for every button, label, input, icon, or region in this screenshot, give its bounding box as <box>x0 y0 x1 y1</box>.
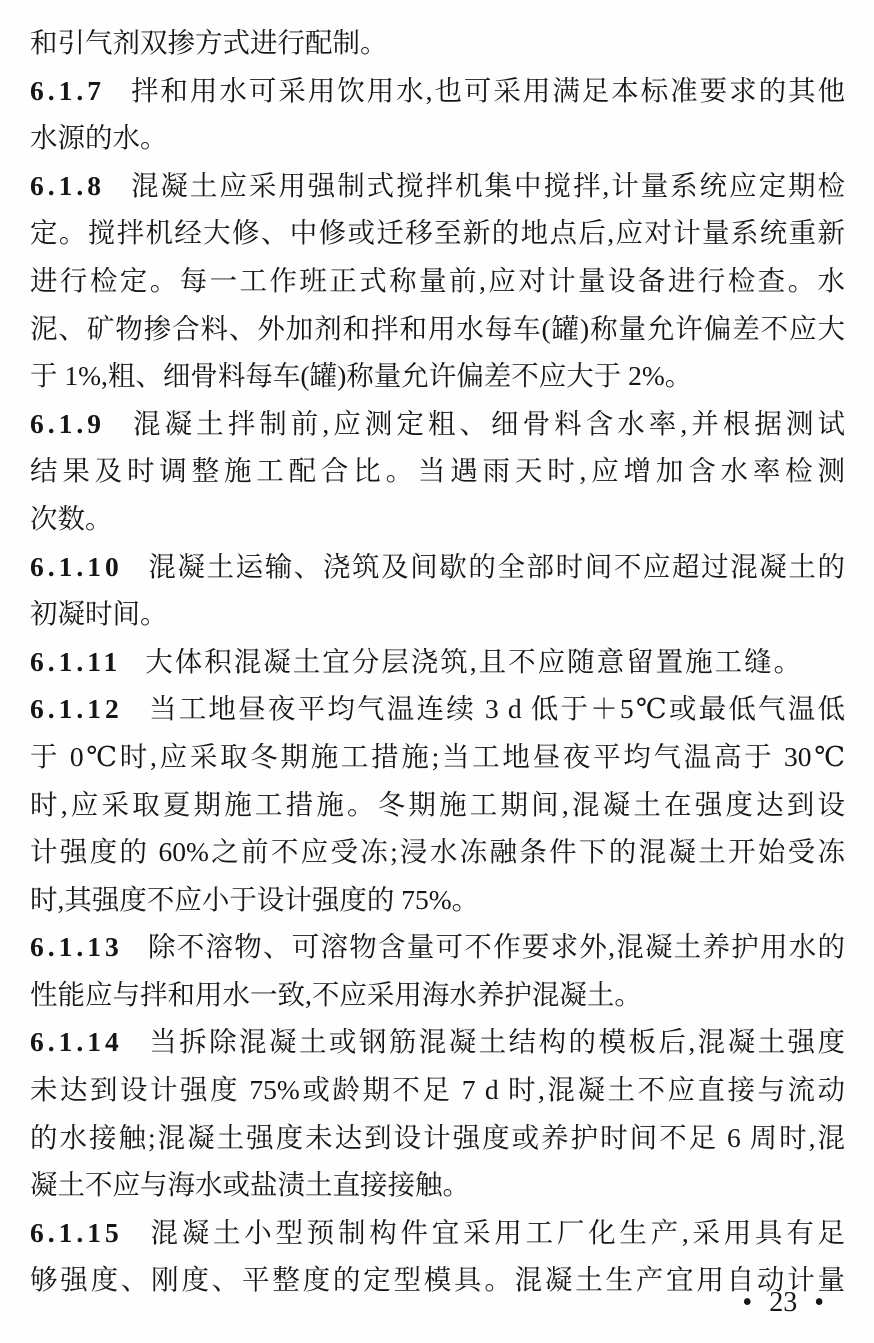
text-line <box>30 876 845 924</box>
clause-text: 混凝土应采用强制式搅拌机集中搅拌,计量系统应定期检 <box>129 169 845 201</box>
clause-text: 计强度的 60%之前不应受冻;浸水冻融条件下的混凝土开始受冻 <box>30 836 845 868</box>
text-line <box>30 781 845 829</box>
clause-text: 除不溶物、可溶物含量可不作要求外,混凝土养护用水的 <box>146 931 845 963</box>
text-line <box>30 1209 845 1257</box>
clause-number: 6.1.7 <box>30 74 105 106</box>
clause-text: 够强度、刚度、平整度的定型模具。混凝土生产宜用自动计量 <box>30 1264 845 1296</box>
text-line <box>30 447 845 495</box>
clause-text: 的水接触;混凝土强度未达到设计强度或养护时间不足 6 周时,混 <box>30 1121 845 1153</box>
text-line <box>30 1066 845 1114</box>
clause-text: 当拆除混凝土或钢筋混凝土结构的模板后,混凝土强度 <box>146 1026 845 1058</box>
text-line <box>30 923 845 971</box>
text-line <box>30 733 845 781</box>
clause-text: 进行检定。每一工作班正式称量前,应对计量设备进行检查。水 <box>30 264 845 296</box>
clause-text: 凝土不应与海水或盐渍土直接接触。 <box>30 1169 470 1201</box>
clause-text: 混凝土运输、浇筑及间歇的全部时间不应超过混凝土的 <box>146 550 845 582</box>
text-line <box>30 685 845 733</box>
page-number: • 23 • <box>742 1287 824 1318</box>
clause-text: 初凝时间。 <box>30 598 168 630</box>
clause-number: 6.1.9 <box>30 407 105 439</box>
clause-number: 6.1.10 <box>30 550 123 582</box>
clause-text: 结果及时调整施工配合比。当遇雨天时,应增加含水率检测 <box>30 455 845 487</box>
clause-text: 水源的水。 <box>30 122 168 154</box>
text-line <box>30 67 845 115</box>
text-line <box>30 638 845 686</box>
text-line <box>30 543 845 591</box>
clause-text: 定。搅拌机经大修、中修或迁移至新的地点后,应对计量系统重新 <box>30 217 845 249</box>
clause-text: 大体积混凝土宜分层浇筑,且不应随意留置施工缝。 <box>145 645 804 677</box>
text-line <box>30 305 845 353</box>
clause-number: 6.1.8 <box>30 169 105 201</box>
clause-text: 于 0℃时,应采取冬期施工措施;当工地昼夜平均气温高于 30℃ <box>30 740 845 772</box>
clause-text: 混凝土拌制前,应测定粗、细骨料含水率,并根据测试 <box>129 407 845 439</box>
clause-text: 时,其强度不应小于设计强度的 75%。 <box>30 883 480 915</box>
text-line <box>30 19 845 67</box>
text-line <box>30 209 845 257</box>
text-line <box>30 162 845 210</box>
clause-number: 6.1.14 <box>30 1026 123 1058</box>
clause-text: 时,应采取夏期施工措施。冬期施工期间,混凝土在强度达到设 <box>30 788 845 820</box>
text-line <box>30 828 845 876</box>
text-line <box>30 1018 845 1066</box>
clause-number: 6.1.15 <box>30 1216 123 1248</box>
clause-text: 未达到设计强度 75%或龄期不足 7 d 时,混凝土不应直接与流动 <box>30 1074 845 1106</box>
text-line <box>30 495 845 543</box>
clause-text: 混凝土小型预制构件宜采用工厂化生产,采用具有足 <box>146 1216 845 1248</box>
clause-text: 于 1%,粗、细骨料每车(罐)称量允许偏差不应大于 2%。 <box>30 360 693 392</box>
clause-text: 泥、矿物掺合料、外加剂和拌和用水每车(罐)称量允许偏差不应大 <box>30 312 845 344</box>
clause-text: 性能应与拌和用水一致,不应采用海水养护混凝土。 <box>30 978 642 1010</box>
clause-number: 6.1.11 <box>30 645 122 677</box>
text-line <box>30 400 845 448</box>
clause-number: 6.1.13 <box>30 931 123 963</box>
clause-number: 6.1.12 <box>30 693 123 725</box>
text-line <box>30 971 845 1019</box>
text-line <box>30 1161 845 1209</box>
text-line <box>30 257 845 305</box>
clause-text: 拌和用水可采用饮用水,也可采用满足本标准要求的其他 <box>129 74 845 106</box>
text-line <box>30 1114 845 1162</box>
clause-text: 和引气剂双掺方式进行配制。 <box>30 27 388 58</box>
text-line <box>30 590 845 638</box>
text-line <box>30 352 845 400</box>
text-line <box>30 114 845 162</box>
text-line <box>30 1256 845 1304</box>
clause-text: 次数。 <box>30 502 113 534</box>
clause-text: 当工地昼夜平均气温连续 3 d 低于＋5℃或最低气温低 <box>146 693 845 725</box>
